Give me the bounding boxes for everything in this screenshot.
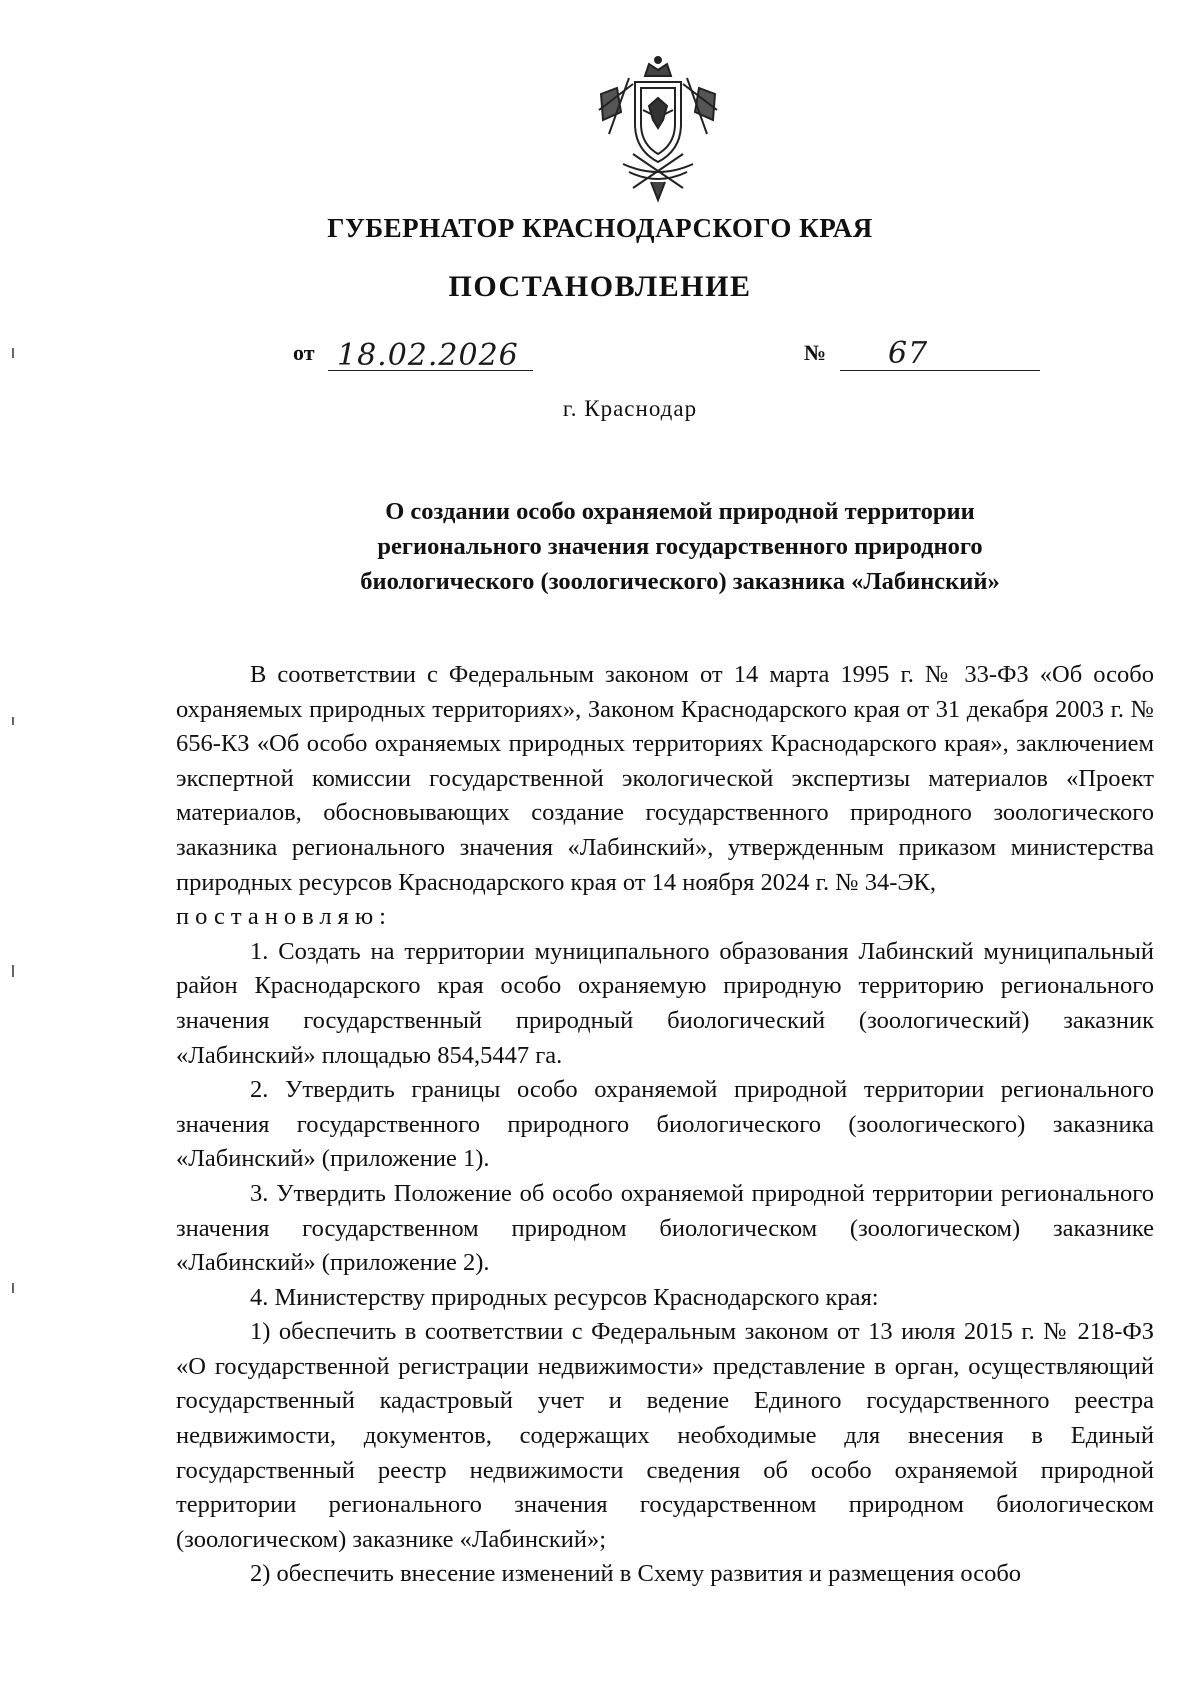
date-handwritten: 18.02.2026 — [337, 338, 519, 373]
scan-mark — [12, 965, 14, 977]
item-paragraph: 1. Создать на территории муниципального образования Лабинский муниципальный район Краснодарского края особо охраняемую природную территорию регионального значения государственный природный биологический (зоологический) заказник «Лабинский» площадью 854,5447 га. — [176, 937, 1154, 1069]
date-label: от — [293, 340, 315, 365]
number-handwritten: 67 — [888, 336, 929, 371]
number-label: № — [804, 340, 827, 365]
item-paragraph: 4. Министерству природных ресурсов Краснодарского края: — [250, 1283, 879, 1311]
subject-line: биологического (зоологического) заказника «Лабинский» — [360, 568, 1000, 595]
preamble-paragraph: В соответствии с Федеральным законом от 14 марта 1995 г. № 33-ФЗ «Об особо охраняемых природных территориях», Законом Краснодарского края от 31 декабря 2003 г. № 656-КЗ «Об особо охраняемых природных территориях Краснодарского края», заключением экспертной комиссии государственной экологической экспертизы материалов «Проект материалов, обосновывающих создание государственного природного зоологического заказника регионального значения «Лабинский», утвержденным приказом министерства природных ресурсов Краснодарского края от 14 ноября 2024 г. № 34-ЭК, — [176, 661, 1154, 896]
scan-mark — [12, 348, 14, 358]
scan-mark — [12, 1283, 14, 1293]
number-underline — [840, 340, 1040, 371]
item-paragraph: 2. Утвердить границы особо охраняемой природной территории регионального значения государственного природного биологического (зоологического) заказника «Лабинский» (приложение 1). — [176, 1076, 1154, 1173]
city-line: г. Краснодар — [562, 396, 698, 421]
decree-word: постановляю: — [176, 903, 392, 931]
coat-of-arms-emblem — [593, 54, 723, 204]
item-paragraph: 1) обеспечить в соответствии с Федеральным законом от 13 июля 2015 г. № 218-ФЗ «О государственной регистрации недвижимости» представление в орган, осуществляющий государственный кадастровый учет и ведение Единого государственного реестра недвижимости, документов, содержащих необходимые для внесения в Единый государственный реестр недвижимости сведения об особо охраняемой природной территории регионального значения государственном природном биологическом (зоологическом) заказнике «Лабинский»; — [176, 1318, 1154, 1553]
document-type-title: ПОСТАНОВЛЕНИЕ — [448, 270, 752, 303]
item-paragraph: 2) обеспечить внесение изменений в Схему развития и размещения особо — [250, 1560, 1022, 1588]
subject-heading — [260, 494, 1100, 599]
item-paragraph: 3. Утвердить Положение об особо охраняемой природной территории регионального значения государственном природном биологическом (зоологическом) заказнике «Лабинский» (приложение 2). — [176, 1179, 1154, 1277]
scan-mark — [12, 717, 14, 725]
document-body — [176, 658, 1154, 1592]
issuer-title: ГУБЕРНАТОР КРАСНОДАРСКОГО КРАЯ — [327, 213, 873, 243]
subject-line: регионального значения государственного природного — [377, 533, 983, 560]
subject-line: О создании особо охраняемой природной территории — [385, 498, 975, 525]
